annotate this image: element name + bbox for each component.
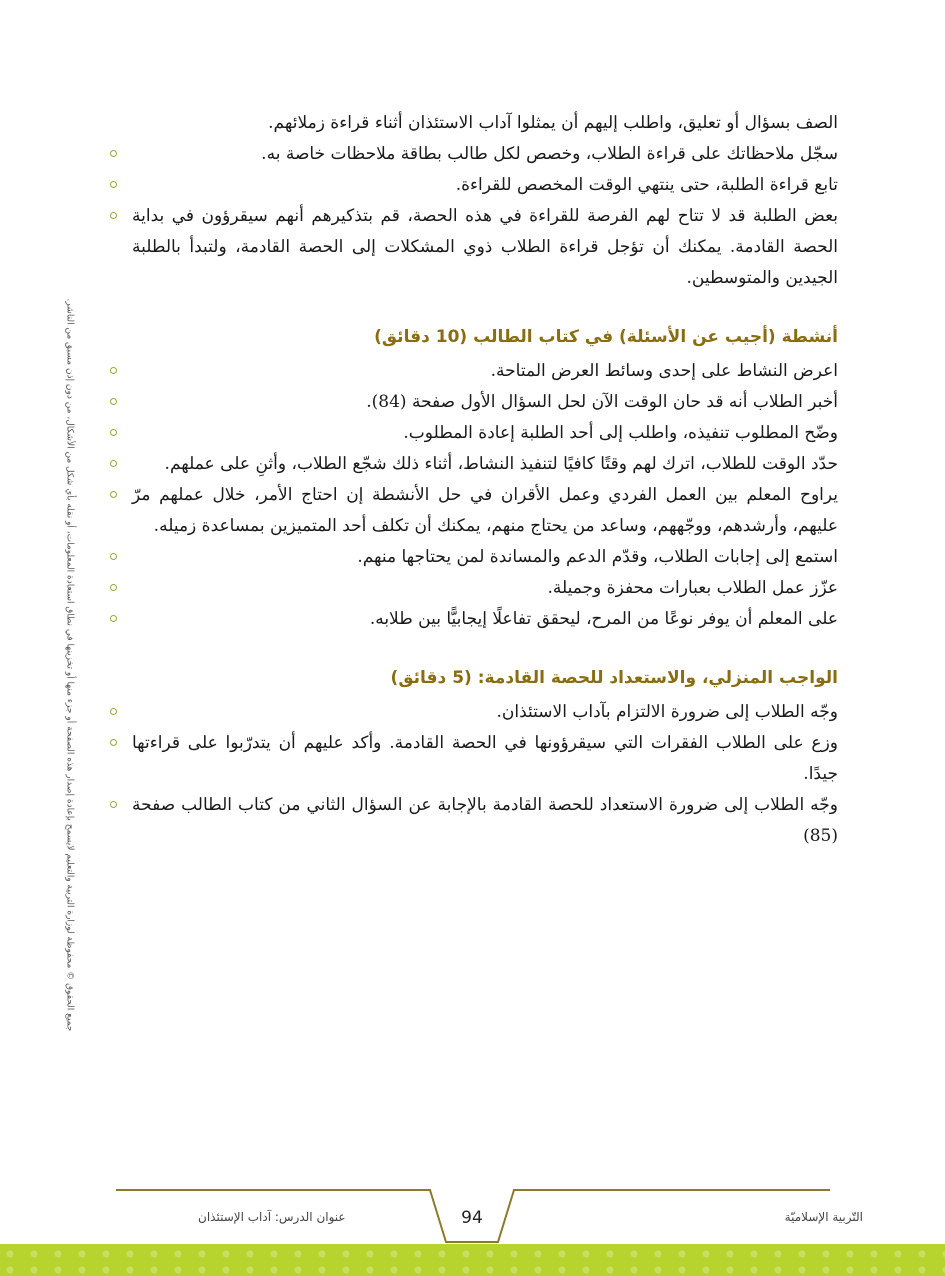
footer-lesson-title: عنوان الدرس: آداب الإستئذان	[198, 1210, 346, 1224]
list-item: اعرض النشاط على إحدى وسائط العرض المتاحة.	[132, 356, 838, 387]
decorative-band	[0, 1244, 945, 1276]
intro-list	[118, 139, 838, 294]
list-item: سجّل ملاحظاتك على قراءة الطلاب، وخصص لكل طالب بطاقة ملاحظات خاصة به.	[132, 139, 838, 170]
homework-heading: الواجب المنزلي، والاستعداد للحصة القادمة: (5 دقائق)	[390, 668, 838, 688]
bullet-circle-icon	[110, 491, 117, 498]
list-item: يراوح المعلم بين العمل الفردي وعمل الأقران في حل الأنشطة إن احتاج الأمر، خلال عملهم مرّ عليهم، وأرشدهم، ووجّههم، وساعد من يحتاج منهم، يمكنك أن تكلف أحد المتميزين بمساعدة زميله.	[132, 480, 838, 542]
list-item: حدّد الوقت للطلاب، اترك لهم وقتًا كافيًا لتنفيذ النشاط، أثناء ذلك شجّع الطلاب، وأثنِ على عملهم.	[132, 449, 838, 480]
page-footer	[0, 1180, 945, 1276]
bullet-circle-icon	[110, 708, 117, 715]
list-item: وجّه الطلاب إلى ضرورة الالتزام بآداب الاستئذان.	[132, 697, 838, 728]
page-content	[118, 108, 838, 852]
list-item: على المعلم أن يوفر نوعًا من المرح، ليحقق تفاعلًا إيجابيًّا بين طلابه.	[132, 604, 838, 635]
bullet-circle-icon	[110, 367, 117, 374]
list-item: عزّز عمل الطلاب بعبارات محفزة وجميلة.	[132, 573, 838, 604]
intro-continuation: الصف بسؤال أو تعليق، واطلب إليهم أن يمثلوا آداب الاستئذان أثناء قراءة زملائهم.	[268, 113, 838, 133]
list-item: تابع قراءة الطلبة، حتى ينتهي الوقت المخصص للقراءة.	[132, 170, 838, 201]
copyright-side-note: جميع الحقوق © محفوظة لوزارة التربية والتعليم لايسمح بإعادة إصدار هذه الصفحة أو جزء منها أو تخزينها في نطاق استعادة المعلومات، أو نقله بأي شكل من الأشكال، من دون إذن مسبق من الناشر.	[63, 298, 74, 1032]
bullet-circle-icon	[110, 398, 117, 405]
bullet-circle-icon	[110, 429, 117, 436]
bullet-circle-icon	[110, 212, 117, 219]
bullet-circle-icon	[110, 150, 117, 157]
activities-list	[118, 356, 838, 635]
list-item: استمع إلى إجابات الطلاب، وقدّم الدعم والمساندة لمن يحتاجها منهم.	[132, 542, 838, 573]
list-item: بعض الطلبة قد لا تتاح لهم الفرصة للقراءة في هذه الحصة، قم بتذكيرهم أنهم سيقرؤون في بداية الحصة القادمة. يمكنك أن تؤجل قراءة الطلاب ذوي المشكلات إلى الحصة القادمة، ولتبدأ بالطلبة الجيدين والمتوسطين.	[132, 201, 838, 294]
bullet-circle-icon	[110, 181, 117, 188]
activities-heading: أنشطة (أجيب عن الأسئلة) في كتاب الطالب (10 دقائق)	[374, 327, 838, 347]
bullet-circle-icon	[110, 460, 117, 467]
bullet-circle-icon	[110, 553, 117, 560]
list-item: وضّح المطلوب تنفيذه، واطلب إلى أحد الطلبة إعادة المطلوب.	[132, 418, 838, 449]
bullet-circle-icon	[110, 615, 117, 622]
list-item: وجّه الطلاب إلى ضرورة الاستعداد للحصة القادمة بالإجابة عن السؤال الثاني من كتاب الطالب صفحة (85)	[132, 790, 838, 852]
bullet-circle-icon	[110, 584, 117, 591]
footer-subject: التّربية الإسلاميّة	[784, 1210, 863, 1224]
page-number: 94	[461, 1208, 483, 1228]
homework-list	[118, 697, 838, 852]
bullet-circle-icon	[110, 801, 117, 808]
bullet-circle-icon	[110, 739, 117, 746]
list-item: أخبر الطلاب أنه قد حان الوقت الآن لحل السؤال الأول صفحة (84).	[132, 387, 838, 418]
list-item: وزع على الطلاب الفقرات التي سيقرؤونها في الحصة القادمة. وأكد عليهم أن يتدرّبوا على قراءتها جيدًا.	[132, 728, 838, 790]
